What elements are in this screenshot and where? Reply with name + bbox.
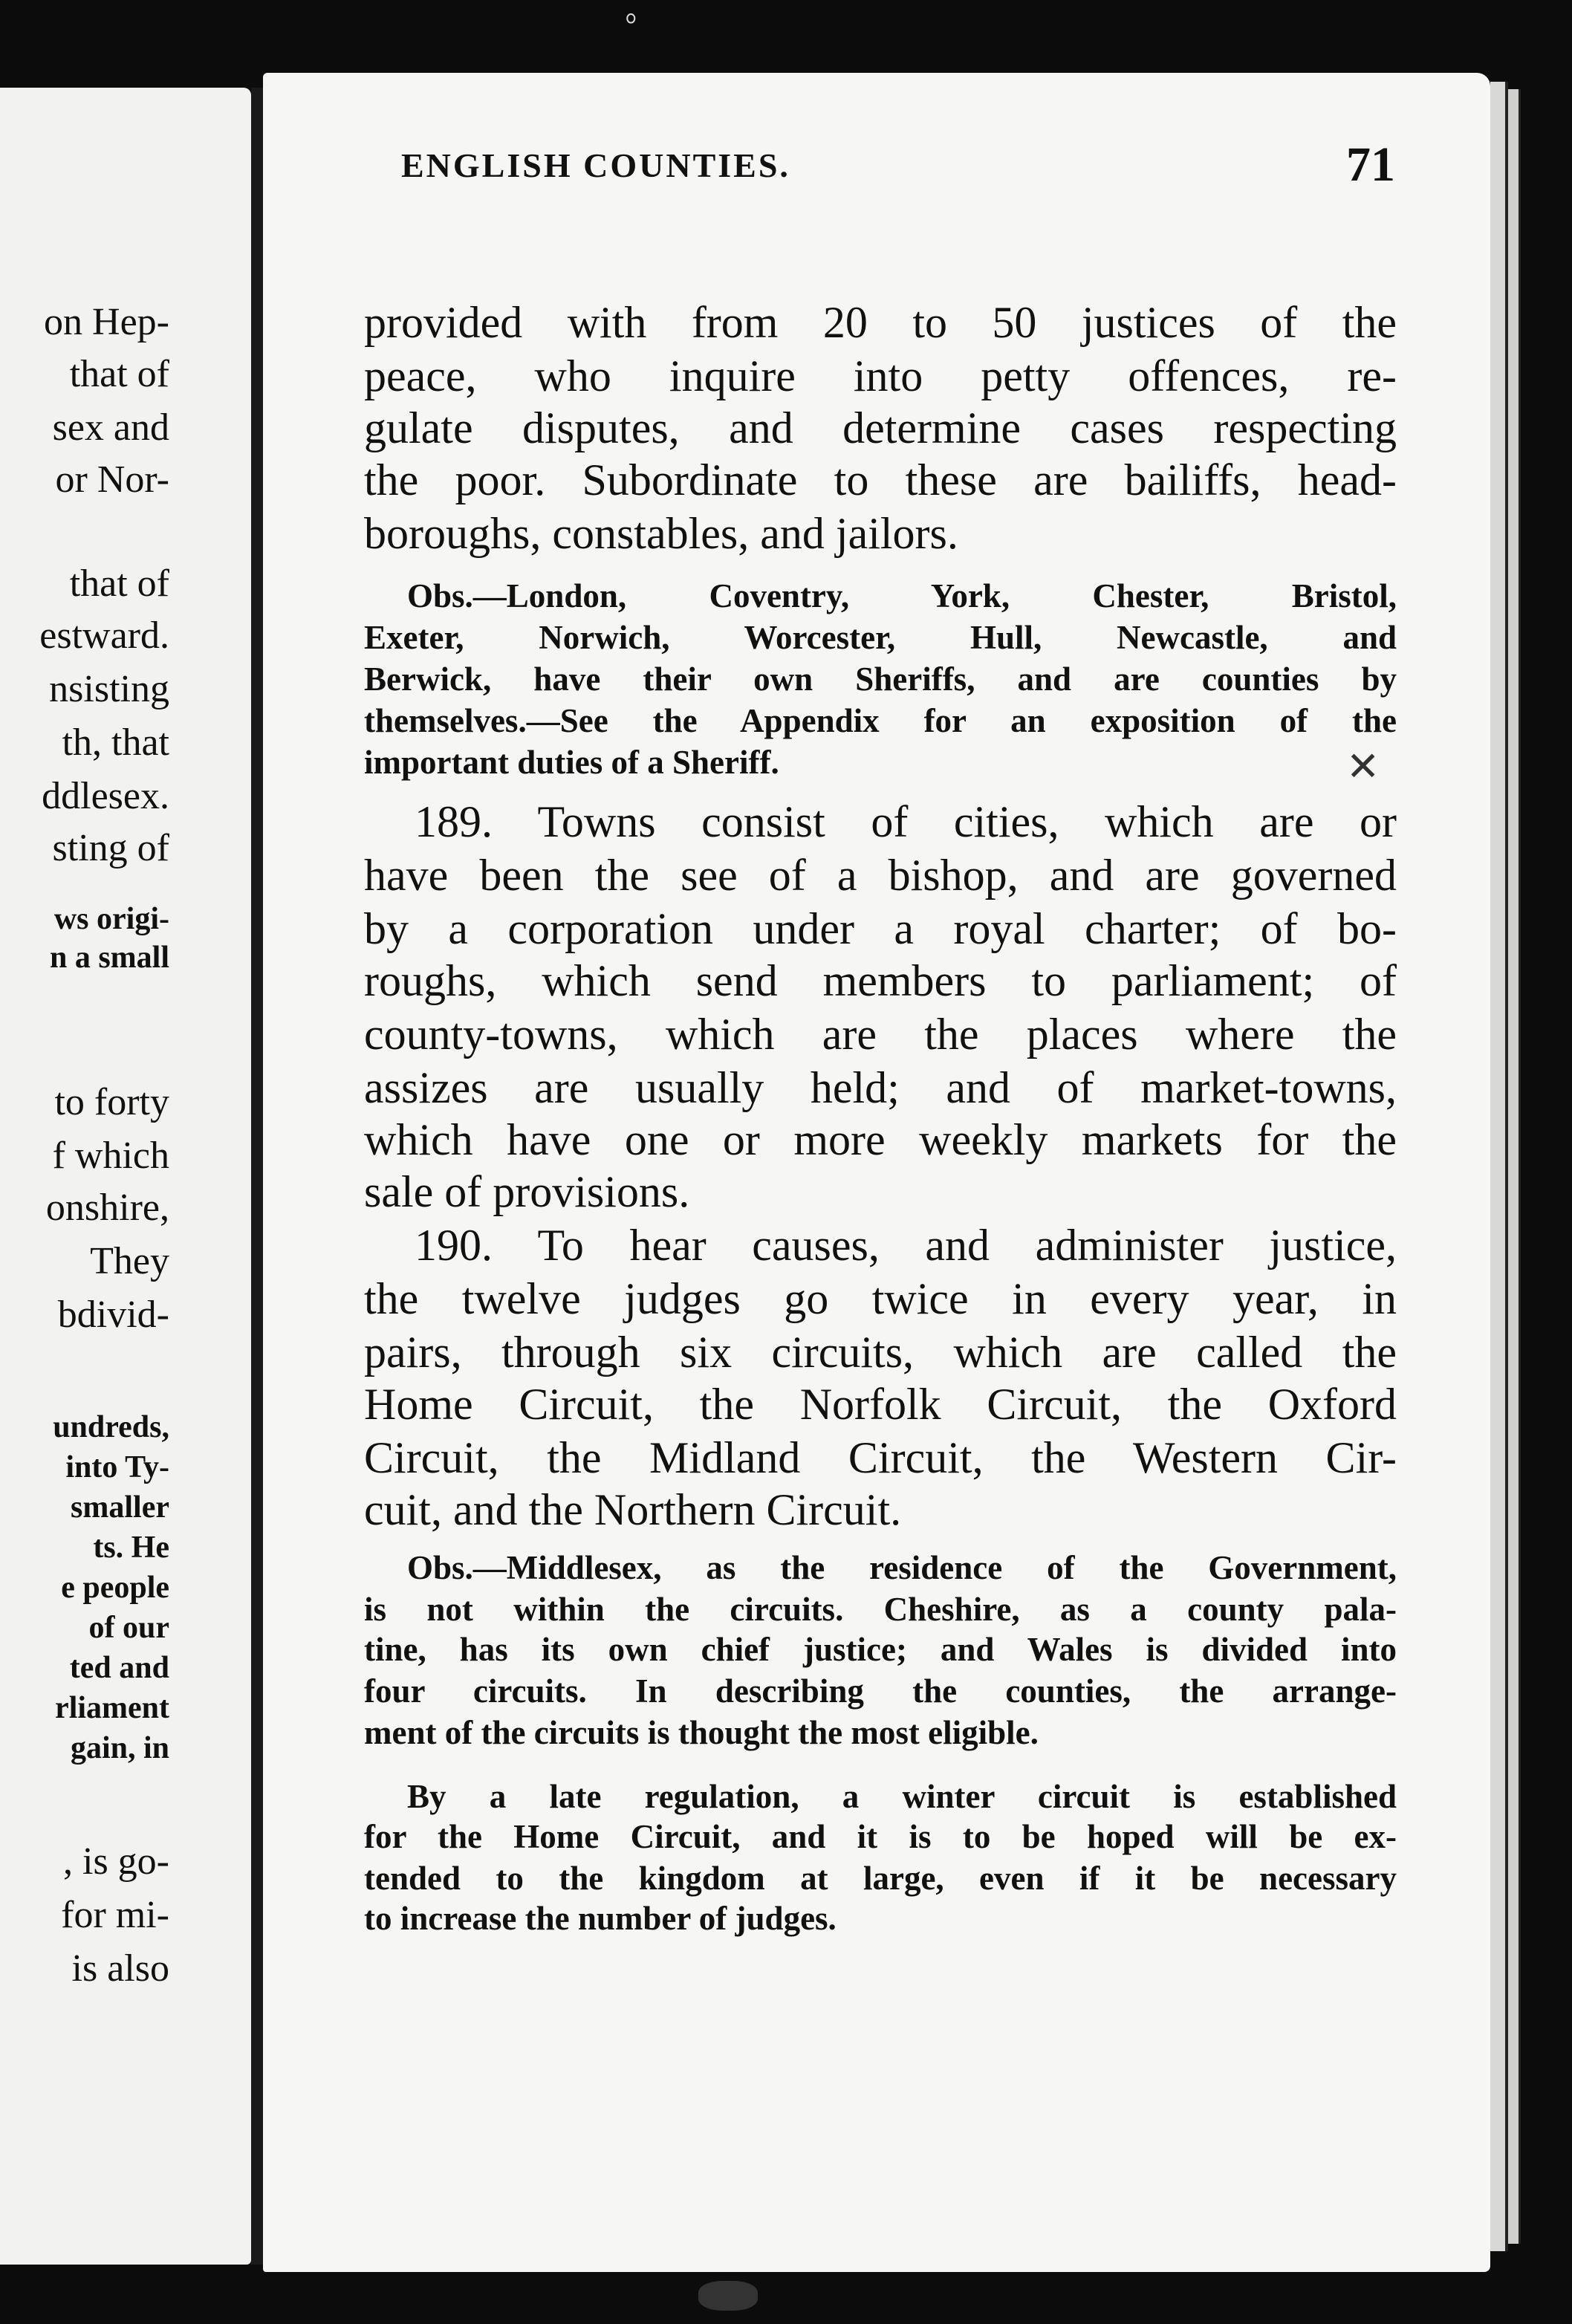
left-line: ddlesex. [42,775,169,817]
left-line: , is go- [63,1840,169,1883]
left-line: nsisting [49,668,169,710]
left-line: n a small [49,941,169,975]
body-line: cuit, and the Northern Circuit. [364,1485,902,1534]
left-line: They [90,1240,169,1282]
left-line: smaller [71,1490,169,1525]
body-line: the poor. Subordinate to these are bailiffs, head- [364,455,1397,504]
left-line: that of [69,353,169,395]
obs-line: tine, has its own chief justice; and Wales is divided into [364,1631,1397,1668]
left-line: sex and [52,406,169,449]
body-line: the twelve judges go twice in every year, in [364,1274,1397,1323]
body-line: pairs, through six circuits, which are called the [364,1328,1397,1377]
page-edge [1508,89,1521,2244]
left-line: rliament [55,1691,169,1725]
body-line: Home Circuit, the Norfolk Circuit, the Oxford [364,1380,1397,1429]
body-line: provided with from 20 to 50 justices of the [364,298,1397,347]
obs-line: important duties of a Sheriff. [364,744,779,781]
obs-line: Exeter, Norwich, Worcester, Hull, Newcastle, and [364,619,1397,656]
obs-line: Berwick, have their own Sheriffs, and are counties by [364,660,1397,698]
obs-line: themselves.—See the Appendix for an exposition of the [364,702,1397,739]
body-line: county-towns, which are the places where the [364,1010,1397,1059]
left-line: that of [69,562,169,605]
body-line: peace, who inquire into petty offences, re- [364,351,1397,400]
left-line: e people [61,1571,169,1605]
left-line: of our [88,1611,169,1645]
left-line: sting of [52,827,169,869]
obs-line: is not within the circuits. Cheshire, as a county pala- [364,1591,1397,1628]
note-line: to increase the number of judges. [364,1900,837,1937]
left-line: f which [52,1135,169,1177]
obs-line: four circuits. In describing the counties, the arrange- [364,1672,1397,1710]
left-line: for mi- [61,1894,169,1936]
body-line: roughs, which send members to parliament; of [364,956,1397,1005]
left-line: into Ty- [65,1450,169,1484]
left-line: is also [71,1947,169,1990]
left-line: bdivid- [57,1294,169,1336]
body-line: gulate disputes, and determine cases respecting [364,403,1397,452]
book-gutter [251,88,263,2265]
note-line: for the Home Circuit, and it is to be hoped will be ex- [364,1818,1397,1855]
left-line: on Hep- [44,301,169,343]
left-line: ts. He [93,1531,169,1565]
bottom-scan-mark [698,2281,758,2311]
left-line: ws origi- [53,902,169,936]
left-line: estward. [39,614,169,657]
body-line: sale of provisions. [364,1167,690,1216]
body-line: have been the see of a bishop, and are governed [364,851,1397,900]
note-line: tended to the kingdom at large, even if it be necessary [364,1860,1397,1897]
obs-line: Obs.—London, Coventry, York, Chester, Bristol, [407,577,1397,614]
left-line: ted and [69,1651,169,1685]
page-edge [1490,82,1508,2251]
page-number: 71 [1346,137,1395,192]
top-scan-mark: ﾟ [624,11,646,60]
left-line: undreds, [53,1410,169,1444]
left-line: th, that [62,721,169,764]
body-line: 189. Towns consist of cities, which are or [415,797,1397,846]
left-page [0,88,251,2265]
margin-cross-mark: ✕ [1346,744,1380,789]
obs-line: Obs.—Middlesex, as the residence of the Government, [407,1549,1397,1586]
obs-line: ment of the circuits is thought the most eligible. [364,1714,1039,1751]
left-line: gain, in [70,1731,169,1765]
body-line: 190. To hear causes, and administer justice, [415,1221,1397,1270]
body-line: which have one or more weekly markets for the [364,1115,1397,1164]
left-line: onshire, [45,1187,169,1229]
left-line: or Nor- [55,458,169,501]
body-line: by a corporation under a royal charter; of bo- [364,904,1397,953]
note-line: By a late regulation, a winter circuit is established [407,1778,1397,1815]
body-line: assizes are usually held; and of market-towns, [364,1063,1397,1112]
left-line: to forty [54,1081,169,1123]
body-line: Circuit, the Midland Circuit, the Western Cir- [364,1433,1397,1482]
running-header: ENGLISH COUNTIES. [401,146,790,184]
body-line: boroughs, constables, and jailors. [364,509,958,558]
